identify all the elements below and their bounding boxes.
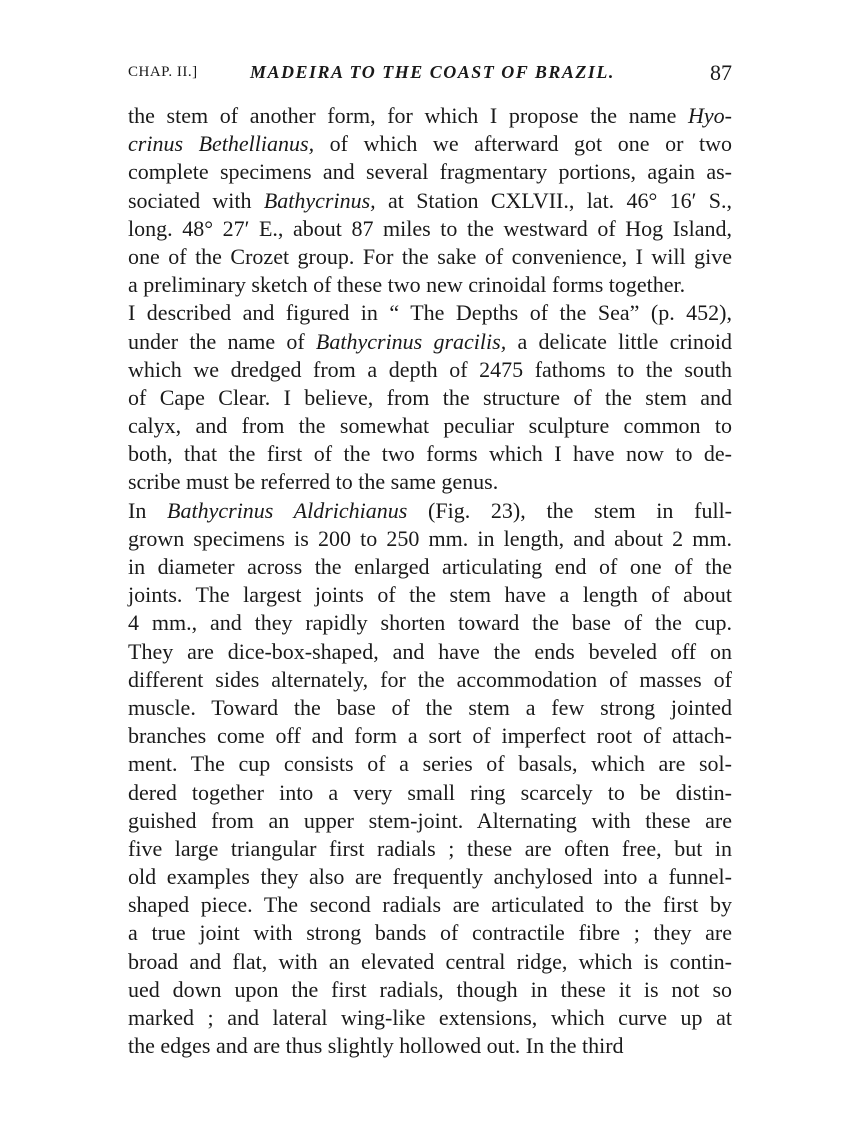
- text-line: [128, 835, 732, 863]
- text-run: a delicate little crinoid: [506, 328, 732, 354]
- running-title: MADEIRA TO THE COAST OF BRAZIL.: [250, 62, 615, 82]
- text-line: [128, 722, 732, 750]
- text-line: [128, 243, 732, 271]
- italic-text: crinus Bethellianus,: [128, 131, 315, 157]
- text-line: [128, 976, 732, 1004]
- text-run: complete specimens and several fragmentary portions, again as-: [128, 159, 732, 185]
- text-run: ued down upon the first radials, though in these it is not so: [128, 976, 732, 1002]
- text-line: [128, 440, 732, 468]
- text-line: [128, 779, 732, 807]
- text-run: muscle. Toward the base of the stem a few strong jointed: [128, 694, 732, 720]
- italic-text: Hyo-: [688, 103, 732, 128]
- text-run: ment. The cup consists of a series of basals, which are sol-: [128, 751, 732, 777]
- text-run: at Station CXLVII., lat. 46° 16′ S.,: [375, 187, 732, 213]
- text-line: [128, 638, 732, 666]
- text-line: [128, 694, 732, 722]
- text-line: [128, 328, 732, 356]
- text-run: 4 mm., and they rapidly shorten toward the base of the cup.: [128, 610, 732, 636]
- text-run: I described and figured in “ The Depths of the Sea” (p. 452),: [128, 300, 732, 326]
- text-line: [128, 581, 732, 609]
- running-head: [128, 58, 732, 92]
- text-run: which we dredged from a depth of 2475 fathoms to the south: [128, 356, 732, 382]
- text-line: [128, 750, 732, 778]
- text-run: grown specimens is 200 to 250 mm. in length, and about 2 mm.: [128, 525, 732, 551]
- text-line: [128, 130, 732, 158]
- text-run: In: [128, 497, 168, 523]
- text-run: They are dice-box-shaped, and have the ends beveled off on: [128, 638, 732, 664]
- body-text: [128, 102, 732, 1060]
- text-run: long. 48° 27′ E., about 87 miles to the westward of Hog Island,: [128, 215, 732, 241]
- text-run: under the name of: [128, 328, 316, 354]
- text-run: broad and flat, with an elevated central ridge, which is contin-: [128, 948, 732, 974]
- text-line: [128, 525, 732, 553]
- text-run: both, that the first of the two forms which I have now to de-: [128, 441, 732, 467]
- paragraph: [128, 299, 732, 496]
- text-line: [128, 948, 732, 976]
- text-line: [128, 384, 732, 412]
- text-line: [128, 271, 732, 299]
- text-line: [128, 299, 732, 327]
- text-run: shaped piece. The second radials are articulated to the first by: [128, 892, 732, 918]
- text-line: [128, 609, 732, 637]
- text-run: of which we afterward got one or two: [314, 131, 733, 157]
- text-run: the stem of another form, for which I propose the name: [128, 103, 689, 128]
- text-run: different sides alternately, for the accommodation of masses of: [128, 666, 732, 692]
- text-line: [128, 215, 732, 243]
- text-line: [128, 412, 732, 440]
- paragraph: [128, 497, 732, 1061]
- text-line: [128, 497, 732, 525]
- text-line: [128, 666, 732, 694]
- text-line: [128, 863, 732, 891]
- text-run: sociated with: [128, 187, 264, 213]
- text-run: in diameter across the enlarged articulating end of one of the: [128, 554, 732, 579]
- text-run: scribe must be referred to the same genus.: [128, 469, 499, 495]
- text-line: [128, 1032, 732, 1060]
- text-run: the edges and are thus slightly hollowed out. In the third: [128, 1033, 624, 1059]
- text-line: [128, 919, 732, 947]
- text-run: joints. The largest joints of the stem have a length of about: [128, 582, 732, 608]
- italic-text: Bathycrinus gracilis,: [315, 328, 507, 354]
- text-line: [128, 187, 732, 215]
- text-run: a preliminary sketch of these two new crinoidal forms together.: [128, 272, 686, 298]
- text-line: [128, 102, 732, 130]
- text-line: [128, 553, 732, 581]
- text-run: (Fig. 23), the stem in full-: [407, 497, 733, 523]
- text-run: branches come off and form a sort of imperfect root of attach-: [128, 723, 732, 749]
- text-run: calyx, and from the somewhat peculiar sculpture common to: [128, 413, 732, 439]
- page: [128, 58, 732, 1060]
- text-run: guished from an upper stem-joint. Alternating with these are: [128, 807, 732, 833]
- text-run: dered together into a very small ring scarcely to be distin-: [128, 779, 732, 805]
- text-run: old examples they also are frequently anchylosed into a funnel-: [128, 864, 732, 890]
- text-line: [128, 1004, 732, 1032]
- text-run: five large triangular first radials ; these are often free, but in: [128, 835, 732, 861]
- text-line: [128, 356, 732, 384]
- text-run: marked ; and lateral wing-like extensions, which curve up at: [128, 1005, 732, 1030]
- paragraph: [128, 102, 732, 299]
- chapter-label: CHAP. II.]: [128, 64, 198, 80]
- text-line: [128, 891, 732, 919]
- page-number: 87: [710, 60, 732, 85]
- italic-text: Bathycrinus Aldrichianus: [167, 497, 408, 523]
- text-run: one of the Crozet group. For the sake of convenience, I will give: [128, 243, 732, 269]
- text-line: [128, 807, 732, 835]
- italic-text: Bathycrinus,: [263, 187, 376, 213]
- text-run: of Cape Clear. I believe, from the structure of the stem and: [128, 384, 732, 410]
- text-run: a true joint with strong bands of contractile fibre ; they are: [128, 920, 732, 946]
- text-line: [128, 158, 732, 186]
- text-line: [128, 468, 732, 496]
